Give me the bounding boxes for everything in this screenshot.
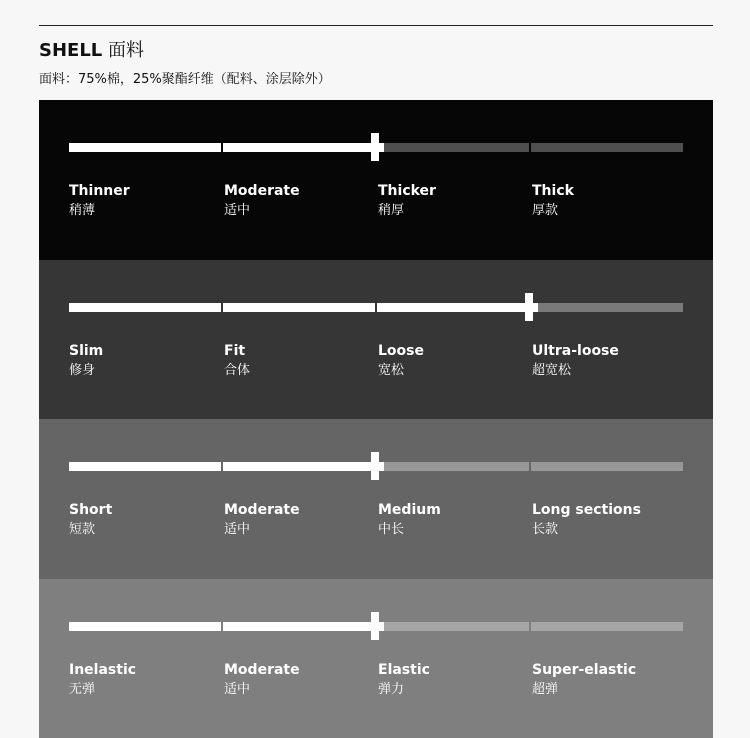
- scale-label-en: Elastic: [378, 661, 430, 678]
- scale-label-en: Thick: [532, 183, 574, 199]
- scale-label-zh: 适中: [224, 681, 251, 697]
- panel-fit: [39, 260, 713, 420]
- scale-label-zh: 短款: [69, 522, 96, 537]
- scale-segment: [69, 462, 221, 471]
- scale-segment: [531, 143, 683, 152]
- scale-segment: [69, 303, 221, 312]
- scale-segment: [69, 143, 221, 152]
- scale-label-zh: 修身: [69, 362, 96, 378]
- scale-segment: [377, 622, 529, 631]
- scale-segment: [377, 462, 529, 471]
- scale-label-zh: 稍薄: [69, 203, 96, 218]
- scale-segment: [531, 303, 683, 312]
- scale-label-zh: 合体: [224, 362, 251, 378]
- scale-label: [69, 661, 219, 699]
- scale-label: [378, 182, 528, 220]
- scale-marker-bar: [366, 622, 384, 631]
- scale-segment: [223, 622, 375, 631]
- scale-label-en: Moderate: [224, 183, 300, 199]
- title-en: SHELL: [39, 40, 103, 61]
- scale-label-en: Inelastic: [69, 661, 137, 678]
- scale-label: [224, 182, 374, 220]
- scale-label-zh: 无弹: [69, 681, 96, 697]
- scale-label: [69, 342, 219, 380]
- scale-label: [532, 501, 682, 539]
- scale-label-zh: 弹力: [378, 681, 405, 697]
- top-divider: [39, 25, 713, 26]
- scale-label: [378, 501, 528, 539]
- scale-label: [224, 661, 374, 699]
- scale-segment: [531, 622, 683, 631]
- scale-label-en: Thinner: [69, 183, 130, 199]
- scale-marker-bar: [520, 303, 538, 312]
- scale-segment: [377, 303, 529, 312]
- scale-label-zh: 中长: [378, 522, 405, 537]
- scale-label: [532, 661, 682, 699]
- scale-label-zh: 超宽松: [532, 362, 572, 378]
- scale-label: [224, 342, 374, 380]
- scale-label-en: Medium: [378, 502, 441, 518]
- scale-label-zh: 适中: [224, 203, 251, 218]
- scale-segment: [69, 622, 221, 631]
- scale-marker-bar: [366, 462, 384, 471]
- scale-segment: [223, 143, 375, 152]
- scale-label: [378, 661, 528, 699]
- scale-label-en: Short: [69, 502, 113, 518]
- scale-label-zh: 适中: [224, 522, 251, 537]
- panel-length: [39, 419, 713, 579]
- scale-label-en: Ultra-loose: [532, 342, 619, 359]
- scale-marker-bar: [366, 143, 384, 152]
- scale-label: [532, 182, 682, 220]
- scale-label-zh: 稍厚: [378, 203, 405, 218]
- title-zh: 面料: [108, 40, 144, 61]
- fabric-composition: 面料：75%棉，25%聚酯纤维（配料、涂层除外）: [39, 72, 331, 87]
- scale-segment: [223, 462, 375, 471]
- scale-label: [378, 342, 528, 380]
- scale-label-en: Slim: [69, 342, 104, 359]
- scale-label: [69, 501, 219, 539]
- scale-label-en: Fit: [224, 342, 246, 359]
- scale-label-zh: 厚款: [532, 203, 559, 218]
- scale-label-zh: 长款: [532, 522, 559, 537]
- scale-segment: [377, 143, 529, 152]
- attribute-panels: [39, 100, 713, 738]
- scale-label-en: Moderate: [224, 661, 300, 678]
- scale-label-en: Thicker: [378, 183, 436, 199]
- scale-label-en: Super-elastic: [532, 661, 637, 678]
- scale-label-en: Long sections: [532, 502, 641, 518]
- scale-label-en: Moderate: [224, 502, 300, 518]
- scale-label: [69, 182, 219, 220]
- section-title: [39, 36, 144, 62]
- scale-label: [532, 342, 682, 380]
- scale-segment: [223, 303, 375, 312]
- panel-thickness: [39, 100, 713, 260]
- scale-label-en: Loose: [378, 342, 424, 359]
- scale-segment: [531, 462, 683, 471]
- panel-elasticity: [39, 579, 713, 738]
- scale-label: [224, 501, 374, 539]
- scale-label-zh: 超弹: [532, 681, 559, 697]
- scale-label-zh: 宽松: [378, 362, 405, 378]
